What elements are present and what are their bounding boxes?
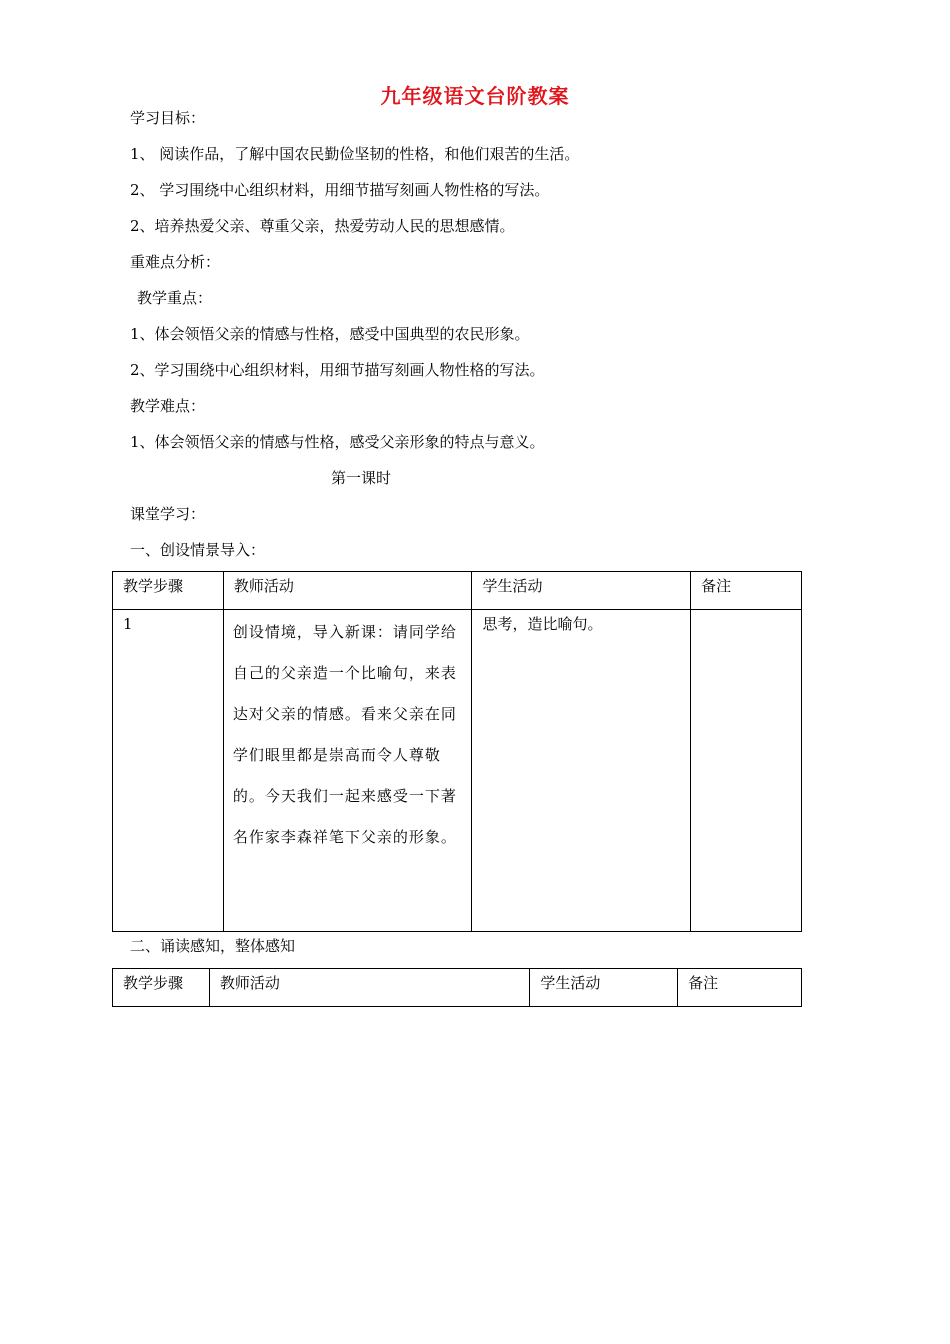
difficulty-item-1: 1、体会领悟父亲的情感与性格，感受父亲形象的特点与意义。 <box>130 433 545 451</box>
lesson-heading: 第一课时 <box>331 469 392 487</box>
header-cell-student: 学生活动 <box>472 572 691 610</box>
table-row <box>113 610 802 932</box>
teaching-difficulty-heading: 教学难点： <box>130 397 206 415</box>
document-title: 九年级语文台阶教案 <box>380 84 570 108</box>
goals-heading: 学习目标： <box>130 109 206 127</box>
header-cell-note: 备注 <box>691 572 802 610</box>
reading-activity-table <box>112 968 802 1007</box>
table-header-row <box>113 572 802 610</box>
classroom-heading: 课堂学习： <box>130 505 206 523</box>
header-cell-step: 教学步骤 <box>113 969 210 1007</box>
student-activity-cell: 思考，造比喻句。 <box>472 610 691 932</box>
goal-item-3: 2、培养热爱父亲、尊重父亲，热爱劳动人民的思想感情。 <box>130 217 515 235</box>
goal-item-2: 2、 学习围绕中心组织材料，用细节描写刻画人物性格的写法。 <box>130 181 550 199</box>
header-cell-teacher: 教师活动 <box>223 572 472 610</box>
header-cell-student: 学生活动 <box>530 969 678 1007</box>
teaching-focus-heading: 教学重点： <box>137 289 213 307</box>
section-1-heading: 一、创设情景导入： <box>130 541 266 559</box>
note-cell <box>691 610 802 932</box>
goal-item-1: 1、 阅读作品，了解中国农民勤俭坚韧的性格，和他们艰苦的生活。 <box>130 145 580 163</box>
header-cell-teacher: 教师活动 <box>209 969 529 1007</box>
focus-item-1: 1、体会领悟父亲的情感与性格，感受中国典型的农民形象。 <box>130 325 530 343</box>
focus-item-2: 2、学习围绕中心组织材料，用细节描写刻画人物性格的写法。 <box>130 361 545 379</box>
header-cell-step: 教学步骤 <box>113 572 224 610</box>
header-cell-note: 备注 <box>678 969 802 1007</box>
key-points-heading: 重难点分析： <box>130 253 221 271</box>
table-header-row <box>113 969 802 1007</box>
step-cell: 1 <box>113 610 224 932</box>
section-2-heading: 二、诵读感知，整体感知 <box>130 937 296 955</box>
teacher-activity-cell: 创设情境，导入新课：请同学给自己的父亲造一个比喻句，来表达对父亲的情感。看来父亲在同学们眼里都是崇高而令人尊敬的。今天我们一起来感受一下著名作家李森祥笔下父亲的形象。 <box>223 610 472 932</box>
intro-activity-table <box>112 571 802 932</box>
